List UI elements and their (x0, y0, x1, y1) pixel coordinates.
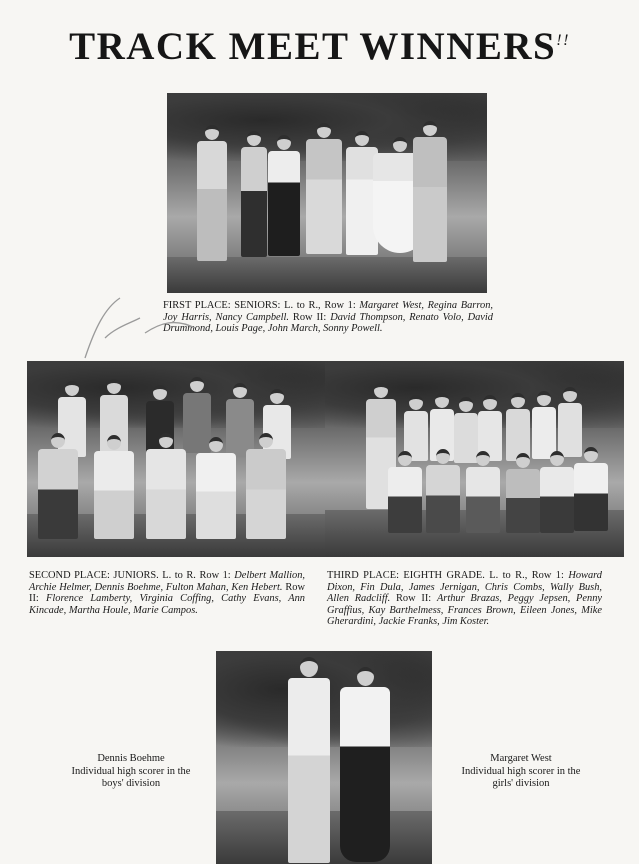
girls-scorer-line2: girls' division (492, 778, 550, 789)
caption-second-place-lead: SECOND PLACE: JUNIORS. L. to R. Row 1: (29, 570, 235, 581)
caption-third-place-row2-names: Arthur Brazas, Peggy Jepsen, Penny Graffius, Kay Barthelmess, Frances Brown, Eileen Jones, Mike Gherardini, Jackie Franks, Jim Koster. (327, 593, 602, 628)
page-title-text: TRACK MEET WINNERS (69, 25, 557, 68)
girls-scorer-name: Margaret West (490, 753, 552, 764)
caption-second-place-row2-lead: Row II: (29, 581, 306, 605)
caption-first-place-lead: FIRST PLACE: SENIORS: L. to R., Row 1: (163, 300, 360, 311)
caption-third-place (327, 570, 602, 628)
caption-first-place (163, 300, 493, 335)
caption-first-place-row2-lead: Row II: (289, 311, 331, 323)
caption-boys-scorer (50, 753, 212, 791)
caption-third-place-row2-lead: Row II: (390, 593, 437, 605)
photo-second-place-juniors (27, 361, 325, 557)
caption-second-place-row2-names: Florence Lamberty, Virginia Coffing, Cathy Evans, Ann Kincade, Martha Houle, Marie Campos. (29, 593, 306, 616)
photo-third-place-eighth-grade (325, 361, 624, 557)
title-mark: !! (556, 32, 570, 49)
caption-second-place-names: Delbert Mallion, Archie Helmer, Dennis Boehme, Fulton Mahan, Ken Hebert. (29, 570, 305, 593)
caption-first-place-names: Margaret West, Regina Barron, Joy Harris, Nancy Campbell. (163, 300, 493, 323)
page-title (0, 24, 639, 69)
photo-individual-high-scorers (216, 651, 432, 864)
caption-girls-scorer (440, 753, 602, 791)
handwritten-autograph (75, 288, 205, 368)
caption-first-place-row2-names: David Thompson, Renato Volo, David Drummond, Louis Page, John March, Sonny Powell. (163, 311, 494, 335)
boys-scorer-line1: Individual high scorer in the (71, 765, 191, 777)
boys-scorer-name: Dennis Boehme (97, 753, 165, 764)
caption-third-place-names: Howard Dixon, Fin Dula, James Jernigan, Chris Combs, Wally Bush, Allen Radcliff. (327, 570, 602, 605)
girls-scorer-line1: Individual high scorer in the (461, 765, 581, 777)
boys-scorer-line2: boys' division (101, 778, 161, 789)
photo-first-place-seniors (167, 93, 487, 293)
caption-third-place-lead: THIRD PLACE: EIGHTH GRADE. L. to R., Row 1: (327, 570, 569, 581)
caption-second-place (29, 570, 305, 616)
